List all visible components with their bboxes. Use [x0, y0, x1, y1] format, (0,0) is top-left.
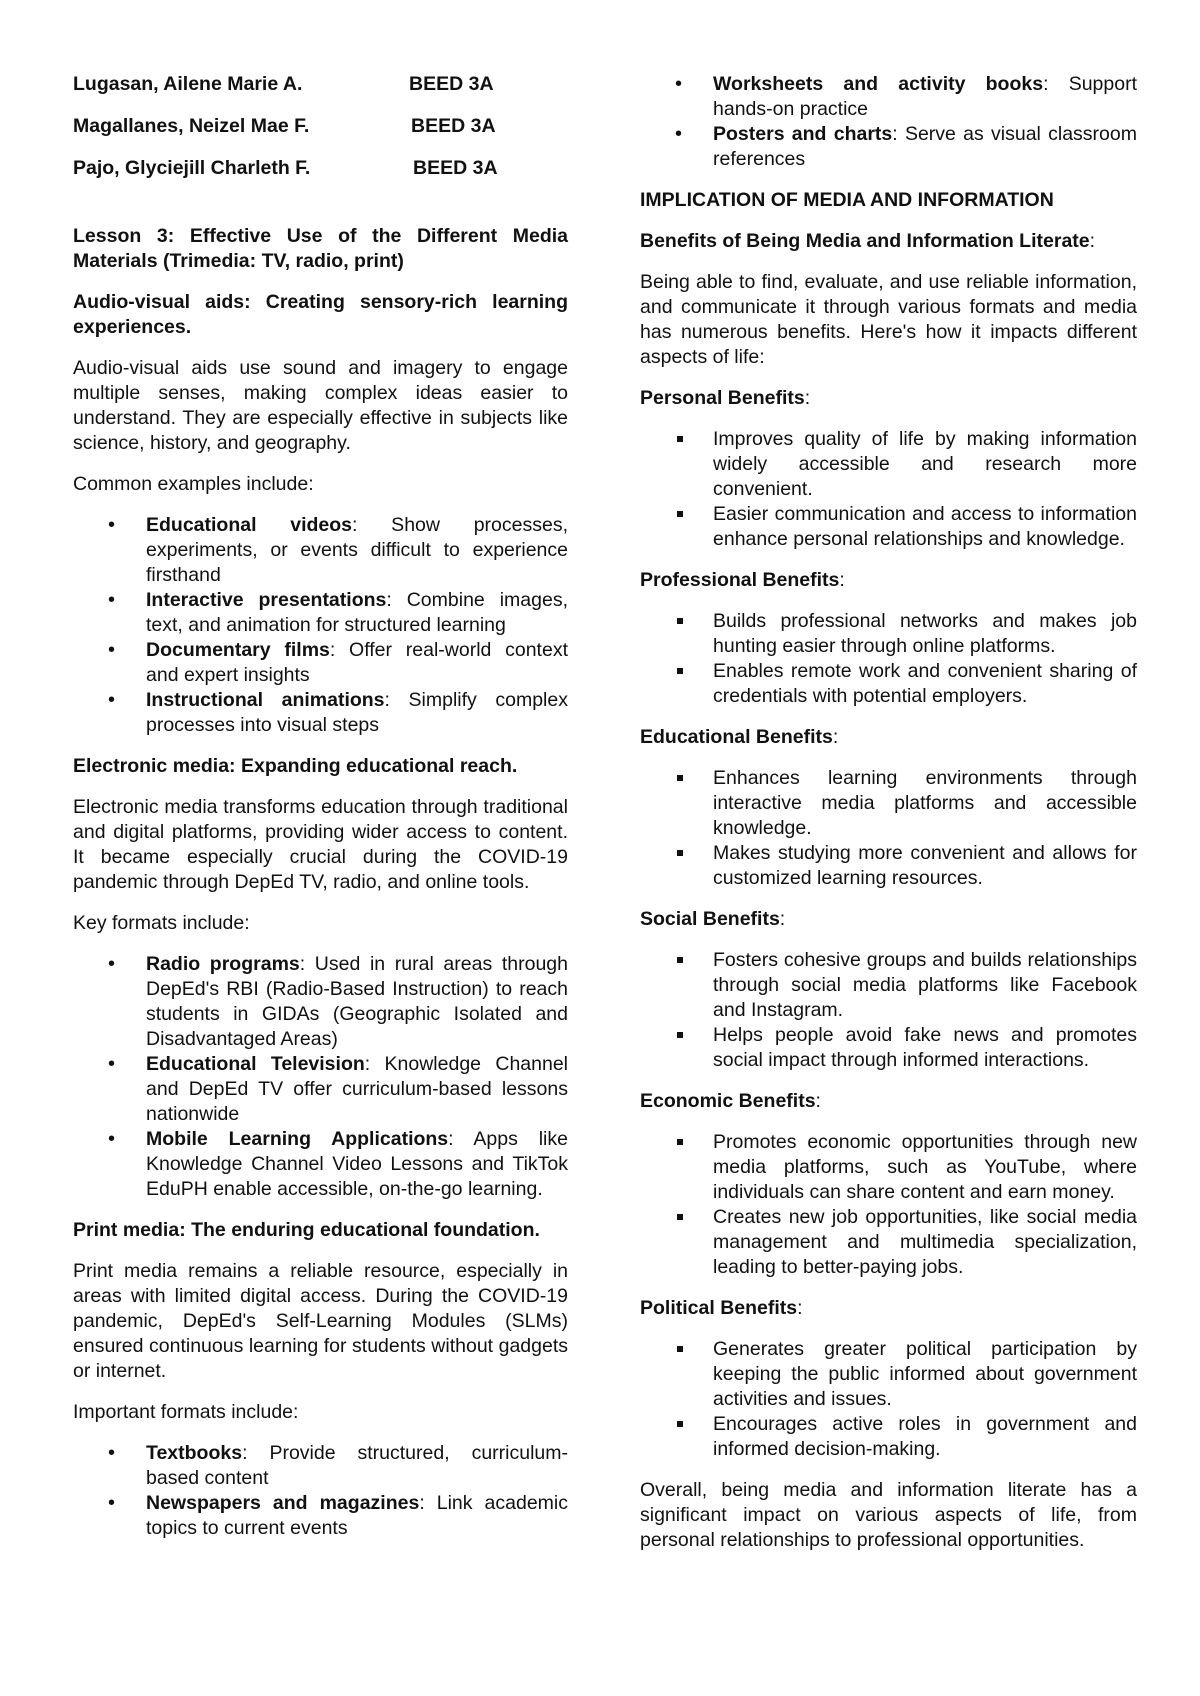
colon: :	[839, 569, 845, 591]
economic-benefits-list	[640, 1130, 1137, 1280]
author-row	[73, 72, 568, 97]
author-list	[73, 72, 568, 181]
colon: :	[1089, 230, 1096, 252]
item-desc: : Apps like Knowledge Channel Video Lessons and TikTok EduPH enable accessible, on-the-go learning.	[146, 1128, 568, 1200]
list-item	[73, 588, 568, 638]
em-body: Electronic media transforms education through traditional and digital platforms, providing wider access to content. It became especially crucial during the COVID-19 pandemic through DepEd TV, radio, and online tools.	[73, 796, 568, 893]
list-item: Creates new job opportunities, like social media management and multimedia specialization, leading to better-paying jobs.	[640, 1205, 1137, 1280]
colon: :	[815, 1090, 821, 1112]
author-name: Pajo, Glyciejill Charleth F.	[73, 157, 311, 179]
colon: :	[832, 726, 839, 748]
item-desc: : Offer real-world context and expert insights	[146, 639, 568, 686]
em-list	[73, 952, 568, 1202]
group-title-line	[640, 1296, 1137, 1321]
author-section: BEED 3A	[411, 115, 496, 137]
list-item	[73, 1441, 568, 1491]
benefits-title: Benefits of Being Media and Information Literate	[640, 230, 1090, 252]
list-item	[73, 688, 568, 738]
item-desc: : Used in rural areas through DepEd's RBI (Radio-Based Instruction) to reach students in GIDAs (Geographic Isolated and Disadvantaged Areas)	[146, 953, 568, 1050]
av-body: Audio-visual aids use sound and imagery to engage multiple senses, making complex ideas easier to understand. They are especially effective in subjects like science, history, and geography.	[73, 357, 568, 454]
list-item: Helps people avoid fake news and promotes social impact through informed interactions.	[640, 1023, 1137, 1073]
item-term: Educational Television	[146, 1053, 365, 1075]
pm-list	[73, 1441, 568, 1541]
author-name: Lugasan, Ailene Marie A.	[73, 73, 303, 95]
list-item: Enhances learning environments through interactive media platforms and accessible knowledge.	[640, 766, 1137, 841]
item-desc: : Combine images, text, and animation for structured learning	[146, 589, 568, 636]
item-desc: : Support hands-on practice	[713, 73, 1137, 120]
list-item	[73, 1127, 568, 1202]
group-title: Educational Benefits	[640, 726, 833, 748]
conclusion: Overall, being media and information literate has a significant impact on various aspects of life, from personal relationships to professional opportunities.	[640, 1479, 1137, 1551]
lesson-title: Lesson 3: Effective Use of the Different Media Materials (Trimedia: TV, radio, print)	[73, 225, 568, 272]
pm-body: Print media remains a reliable resource, especially in areas with limited digital access. During the COVID-19 pandemic, DepEd's Self-Learning Modules (SLMs) ensured continuous learning for students without gadgets or internet.	[73, 1260, 568, 1382]
colon: :	[779, 908, 786, 930]
list-item	[73, 513, 568, 588]
pm-intro: Important formats include:	[73, 1401, 299, 1423]
social-benefits-list	[640, 948, 1137, 1073]
av-heading: Audio-visual aids: Creating sensory-rich learning experiences.	[73, 291, 568, 338]
item-term: Textbooks	[146, 1442, 243, 1464]
group-title-line	[640, 907, 1137, 932]
implication-intro: Being able to find, evaluate, and use reliable information, and communicate it through various formats and media has numerous benefits. Here's how it impacts different aspects of life:	[640, 271, 1137, 368]
educational-benefits-list	[640, 766, 1137, 891]
list-item	[73, 1052, 568, 1127]
item-term: Newspapers and magazines	[146, 1492, 420, 1514]
group-title-line	[640, 386, 1137, 411]
item-term: Documentary films	[146, 639, 330, 661]
item-term: Mobile Learning Applications	[146, 1128, 449, 1150]
item-desc: : Serve as visual classroom references	[713, 123, 1137, 170]
group-title: Economic Benefits	[640, 1090, 816, 1112]
author-name: Magallanes, Neizel Mae F.	[73, 115, 310, 137]
item-term: Posters and charts	[713, 123, 893, 145]
list-item	[73, 1491, 568, 1541]
item-term: Educational videos	[146, 514, 353, 536]
list-item	[73, 952, 568, 1052]
list-item: Fosters cohesive groups and builds relationships through social media platforms like Facebook and Instagram.	[640, 948, 1137, 1023]
item-term: Worksheets and activity books	[713, 73, 1044, 95]
colon: :	[797, 1297, 803, 1319]
item-desc: : Knowledge Channel and DepEd TV offer curriculum-based lessons nationwide	[146, 1053, 568, 1125]
author-row	[73, 114, 568, 139]
group-title-line	[640, 1089, 1137, 1114]
pm-heading: Print media: The enduring educational foundation.	[73, 1219, 540, 1241]
group-title: Professional Benefits	[640, 569, 840, 591]
group-title-line	[640, 725, 1137, 750]
list-item: Easier communication and access to information enhance personal relationships and knowledge.	[640, 502, 1137, 552]
author-section: BEED 3A	[413, 157, 498, 179]
list-item: Generates greater political participation by keeping the public informed about government activities and issues.	[640, 1337, 1137, 1412]
em-intro: Key formats include:	[73, 912, 250, 934]
list-item	[640, 122, 1137, 172]
item-desc: : Simplify complex processes into visual steps	[146, 689, 568, 736]
benefits-title-line	[640, 229, 1137, 254]
item-desc: : Provide structured, curriculum-based content	[146, 1442, 568, 1489]
group-title: Political Benefits	[640, 1297, 798, 1319]
group-title-line	[640, 568, 1137, 593]
list-item: Makes studying more convenient and allows for customized learning resources.	[640, 841, 1137, 891]
right-column	[640, 72, 1137, 1553]
list-item: Enables remote work and convenient sharing of credentials with potential employers.	[640, 659, 1137, 709]
av-list	[73, 513, 568, 738]
list-item: Improves quality of life by making information widely accessible and research more convenient.	[640, 427, 1137, 502]
list-item	[640, 72, 1137, 122]
colon: :	[804, 387, 811, 409]
list-item: Encourages active roles in government and informed decision-making.	[640, 1412, 1137, 1462]
av-intro: Common examples include:	[73, 473, 314, 495]
item-term: Interactive presentations	[146, 589, 387, 611]
item-desc: : Show processes, experiments, or events difficult to experience firsthand	[146, 514, 568, 586]
author-row	[73, 156, 568, 181]
personal-benefits-list	[640, 427, 1137, 552]
left-column	[73, 72, 568, 1541]
group-title: Social Benefits	[640, 908, 780, 930]
em-heading: Electronic media: Expanding educational reach.	[73, 755, 518, 777]
author-section: BEED 3A	[409, 73, 494, 95]
item-term: Instructional animations	[146, 689, 385, 711]
list-item: Promotes economic opportunities through new media platforms, such as YouTube, where individuals can share content and earn money.	[640, 1130, 1137, 1205]
item-term: Radio programs	[146, 953, 300, 975]
political-benefits-list	[640, 1337, 1137, 1462]
professional-benefits-list	[640, 609, 1137, 709]
list-item: Builds professional networks and makes job hunting easier through online platforms.	[640, 609, 1137, 659]
list-item	[73, 638, 568, 688]
pm-list-continued	[640, 72, 1137, 172]
group-title: Personal Benefits	[640, 387, 805, 409]
implication-heading: IMPLICATION OF MEDIA AND INFORMATION	[640, 189, 1054, 211]
item-desc: : Link academic topics to current events	[146, 1492, 568, 1539]
